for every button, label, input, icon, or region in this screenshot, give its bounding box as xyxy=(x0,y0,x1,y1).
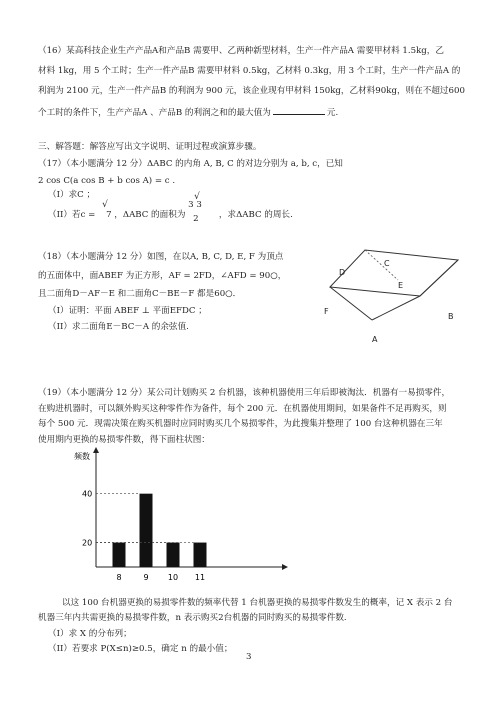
area-fraction xyxy=(188,192,216,224)
x-tick-label: 8 xyxy=(116,573,122,582)
pentahedron-figure xyxy=(320,238,470,343)
q16-line-4-end: 元. xyxy=(326,108,339,118)
q19-line-1: （19）（本小题满分 12 分）某公司计划购买 2 台机器，该种机器使用三年后即被淘汰．机器有一易损零件， xyxy=(38,388,451,398)
sqrt-7 xyxy=(98,200,112,221)
fraction-sqrt-sign: √ xyxy=(194,192,200,202)
q16-line-2: 材料 1kg，用 5 个工时；生产一件产品B 需要甲材料 0.5kg，乙材料 0.3kg，用 3 个工时，生产一件产品A 的 xyxy=(38,66,461,76)
q19-paragraph-1: 以这 100 台机器更换的易损零件数的频率代替 1 台机器更换的易损零件数发生的概率，记 X 表示 2 台 xyxy=(62,598,453,608)
bar-8 xyxy=(113,543,126,567)
figure-label-e: E xyxy=(398,281,404,290)
q16-line-4-text: 个工时的条件下，生产产品A 、产品B 的利润之和的最大值为 xyxy=(38,108,271,118)
figure-label-f: F xyxy=(324,307,329,316)
page-number: 3 xyxy=(246,652,252,662)
y-tick-label: 20 xyxy=(82,538,93,548)
q17-part-2-prefix: （II）若c = xyxy=(48,210,96,220)
q17-part-2-middle: ，ΔABC 的面积为 xyxy=(114,210,186,220)
figure-edge-right xyxy=(420,260,458,296)
figure-label-b: B xyxy=(448,312,454,321)
x-axis-arrow xyxy=(282,564,288,570)
answer-blank xyxy=(273,106,325,115)
bar-9 xyxy=(140,494,153,567)
q19-line-3: 每个 500 元．现需决策在购买机器时应同时购买几个易损零件，为此搜集并整理了 100 台这种机器在三年 xyxy=(38,419,443,429)
q18-part-1: （I）证明：平面 ABEF ⊥ 平面EFDC ； xyxy=(48,306,207,316)
y-tick-label: 40 xyxy=(82,489,93,499)
q19-paragraph-2: 机器三年内共需更换的易损零件数，n 表示购买2台机器的同时购买的易损零件数. xyxy=(38,613,347,623)
q17-line-2: 2 cos C(a cos B + b cos A) = c . xyxy=(38,176,176,186)
q17-part-2-suffix: ，求ΔABC 的周长. xyxy=(218,210,293,220)
fraction-denominator: 2 xyxy=(193,214,199,224)
q16-line-3: 利润为 2100 元，生产一件产品B 的利润为 900 元，该企业现有甲材料 150kg，乙材料90kg，则在不超过600 xyxy=(38,86,465,96)
figure-label-c: C xyxy=(384,259,390,268)
figure-edge-front xyxy=(372,296,420,320)
q18-line-3: 且二面角D－AF－E 和二面角C－BE－F 都是60○． xyxy=(38,289,242,299)
y-axis-label: 频数 xyxy=(74,452,90,461)
figure-label-d: D xyxy=(339,268,346,277)
figure-label-a: A xyxy=(372,335,378,344)
section-3-heading: 三、解答题：解答应写出文字说明、证明过程或演算步骤。 xyxy=(38,142,262,152)
q19-line-4: 使用期内更换的易损零件数，得下面柱状图： xyxy=(38,435,210,445)
bar-11 xyxy=(194,543,207,567)
x-tick-label: 11 xyxy=(194,573,206,582)
q17-line-1: （17）（本小题满分 12 分）ΔABC 的内角 A, B, C 的对边分别为 a, b, c，已知 xyxy=(38,159,343,169)
bar-10 xyxy=(167,543,180,567)
q16-line-1: （16）某高科技企业生产产品A和产品B 需要甲、乙两种新型材料，生产一件产品A 需要甲材料 1.5kg，乙 xyxy=(38,46,444,56)
bar-chart xyxy=(60,445,290,595)
q16-line-4 xyxy=(38,106,338,119)
q17-part-1: （I）求C ； xyxy=(48,190,96,200)
sqrt-7-value: 7 xyxy=(106,210,112,220)
q19-part-2: （II）若要求 P(X≤n)≥0.5，确定 n 的最小值； xyxy=(48,644,233,654)
y-axis-arrow xyxy=(93,447,99,453)
figure-top-face xyxy=(330,250,458,296)
q19-line-2: 在购进机器时，可以额外购买这种零件作为备件，每个 200 元．在机器使用期间，如果备件不足再购买，则 xyxy=(38,404,447,414)
x-tick-label: 10 xyxy=(167,573,179,582)
q19-part-1: （I）求 X 的分布列； xyxy=(48,629,132,639)
figure-edge-left xyxy=(330,287,372,320)
q18-part-2: （II）求二面角E－BC－A 的余弦值. xyxy=(48,322,189,332)
figure-hidden-edge xyxy=(365,250,398,280)
x-tick-label: 9 xyxy=(143,573,149,582)
q18-line-2: 的五面体中，面ABEF 为正方形，AF = 2FD，∠AFD = 90○， xyxy=(38,271,287,281)
fraction-numerator: 3 3 xyxy=(188,200,202,210)
q18-line-1: （18）（本小题满分 12 分）如图，在以A, B, C, D, E, F 为顶点 xyxy=(38,252,284,262)
sqrt-sign: √ xyxy=(102,200,108,210)
